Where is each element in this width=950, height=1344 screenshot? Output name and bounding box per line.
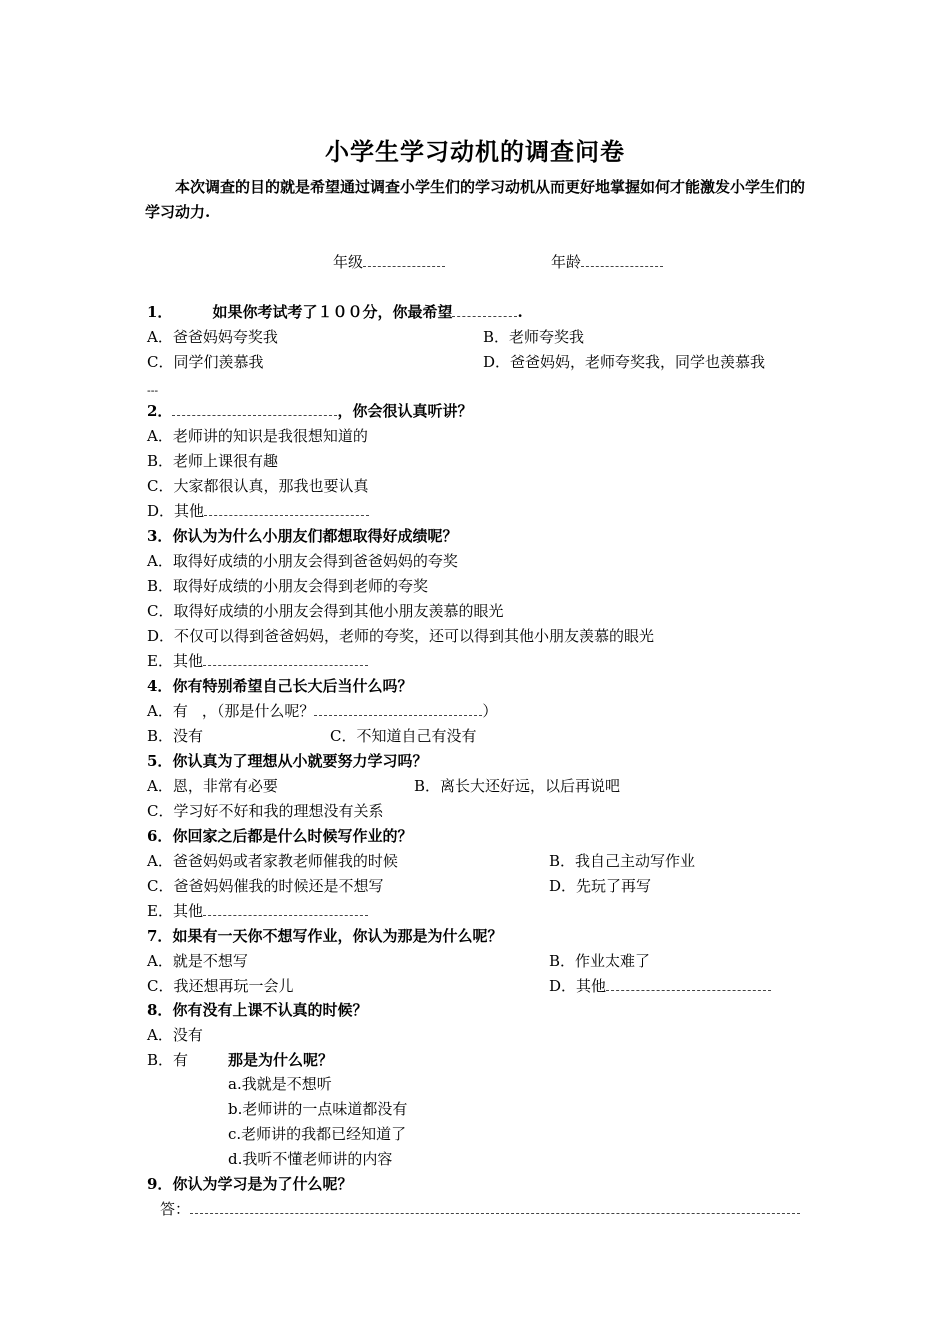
option-7d[interactable]: D．其他 [549,976,771,996]
option-6b[interactable]: B．我自己主动写作业 [549,852,696,870]
option-8b[interactable]: B．有 [147,1051,189,1069]
option-1a[interactable]: A．爸爸妈妈夸奖我 [147,328,278,346]
question-text: 如果你考试考了１００分，你最希望 [212,303,453,321]
answer-line-9[interactable] [160,1199,800,1219]
option-6a[interactable]: A．爸爸妈妈或者家教老师催我的时候 [147,852,398,870]
option-3b[interactable]: B．取得好成绩的小朋友会得到老师的夸奖 [147,577,429,595]
option-3a[interactable]: A．取得好成绩的小朋友会得到爸爸妈妈的夸奖 [147,552,458,570]
option-2d[interactable]: D．其他 [147,501,369,521]
question-number: 1． [147,303,173,321]
grade-blank[interactable] [363,254,445,267]
option-6c[interactable]: C．爸爸妈妈催我的时候还是不想写 [147,877,384,895]
question-text: 你有特别希望自己长大后当什么吗？ [172,677,413,695]
option-5a[interactable]: A．恩，非常有必要 [147,777,278,795]
page-title: 小学生学习动机的调查问卷 [325,137,625,166]
question-number: 4． [147,677,173,695]
option-2b[interactable]: B．老师上课很有趣 [147,452,279,470]
option-1b[interactable]: B．老师夸奖我 [483,328,585,346]
option-6e[interactable]: E．其他 [147,901,368,921]
grade-field[interactable] [333,252,445,272]
other-blank[interactable] [204,503,369,516]
grade-label: 年级 [333,253,364,271]
option-4c[interactable]: C．不知道自己有没有 [330,727,477,745]
option-8a[interactable]: A．没有 [147,1026,203,1044]
question-3 [147,526,457,546]
question-text: 你认为学习是为了什么呢？ [172,1175,353,1193]
option-3d[interactable]: D．不仅可以得到爸爸妈妈，老师的夸奖，还可以得到其他小朋友羡慕的眼光 [147,627,655,645]
option-2c[interactable]: C．大家都很认真，那我也要认真 [147,477,369,495]
option-5c[interactable]: C．学习好不好和我的理想没有关系 [147,802,384,820]
question-9 [147,1174,352,1194]
question-8 [147,1000,367,1020]
option-1c[interactable]: C．同学们羡慕我 [147,353,264,371]
sub-option-8b[interactable]: b.老师讲的一点味道都没有 [228,1100,408,1118]
option-4a[interactable]: A．有 ，（那是什么呢？ ） [147,702,498,720]
age-label: 年龄 [551,253,582,271]
question-4 [147,676,412,696]
age-field[interactable] [551,252,663,272]
intro-paragraph: 本次调查的目的就是希望通过调查小学生们的学习动机从而更好地掌握如何才能激发小学生们的学习动力. [145,178,806,221]
option-5b[interactable]: B．离长大还好远，以后再说吧 [414,777,621,795]
option-3e[interactable]: E．其他 [147,651,368,671]
question-number: 2． [147,402,173,420]
question-number: 9． [147,1175,173,1193]
answer-blank[interactable] [172,403,337,416]
question-text: 你有没有上课不认真的时候？ [172,1001,368,1019]
answer-blank[interactable] [452,304,517,317]
sub-option-8c[interactable]: c.老师讲的我都已经知道了 [228,1125,407,1143]
question-text: 你认为为什么小朋友们都想取得好成绩呢？ [172,527,458,545]
question-6 [147,826,412,846]
question-text: 你认真为了理想从小就要努力学习吗？ [172,752,428,770]
dream-blank[interactable] [314,703,482,716]
sub-option-8d[interactable]: d.我听不懂老师讲的内容 [228,1150,393,1168]
question-7 [147,926,502,946]
option-7b[interactable]: B．作业太难了 [549,952,651,970]
question-number: 8． [147,1001,173,1019]
question-text: 你回家之后都是什么时候写作业的？ [172,827,413,845]
question-5 [147,751,427,771]
sub-question-8: 那是为什么呢？ [228,1051,334,1069]
age-blank[interactable] [581,254,663,267]
question-number: 6． [147,827,173,845]
option-4b[interactable]: B．没有 [147,727,204,745]
stray-dashes: --- [147,384,159,397]
answer-blank[interactable] [190,1201,800,1214]
option-2a[interactable]: A．老师讲的知识是我很想知道的 [147,427,368,445]
question-2 [147,401,472,421]
other-blank[interactable] [606,978,771,991]
question-text: 如果有一天你不想写作业，你认为那是为什么呢？ [172,927,503,945]
option-7a[interactable]: A．就是不想写 [147,952,248,970]
option-1d[interactable]: D．爸爸妈妈，老师夸奖我，同学也羡慕我 [483,353,766,371]
other-blank[interactable] [203,903,368,916]
option-3c[interactable]: C．取得好成绩的小朋友会得到其他小朋友羡慕的眼光 [147,602,504,620]
other-blank[interactable] [203,653,368,666]
answer-label: 答： [160,1200,191,1218]
question-text: ，你会很认真听讲？ [337,402,473,420]
question-1: 1． 如果你考试考了１００分，你最希望 . [147,303,523,321]
question-number: 5． [147,752,173,770]
sub-option-8a[interactable]: a.我就是不想听 [228,1075,332,1093]
question-number: 3． [147,527,173,545]
question-number: 7． [147,927,173,945]
option-7c[interactable]: C．我还想再玩一会儿 [147,977,294,995]
option-6d[interactable]: D．先玩了再写 [549,877,652,895]
